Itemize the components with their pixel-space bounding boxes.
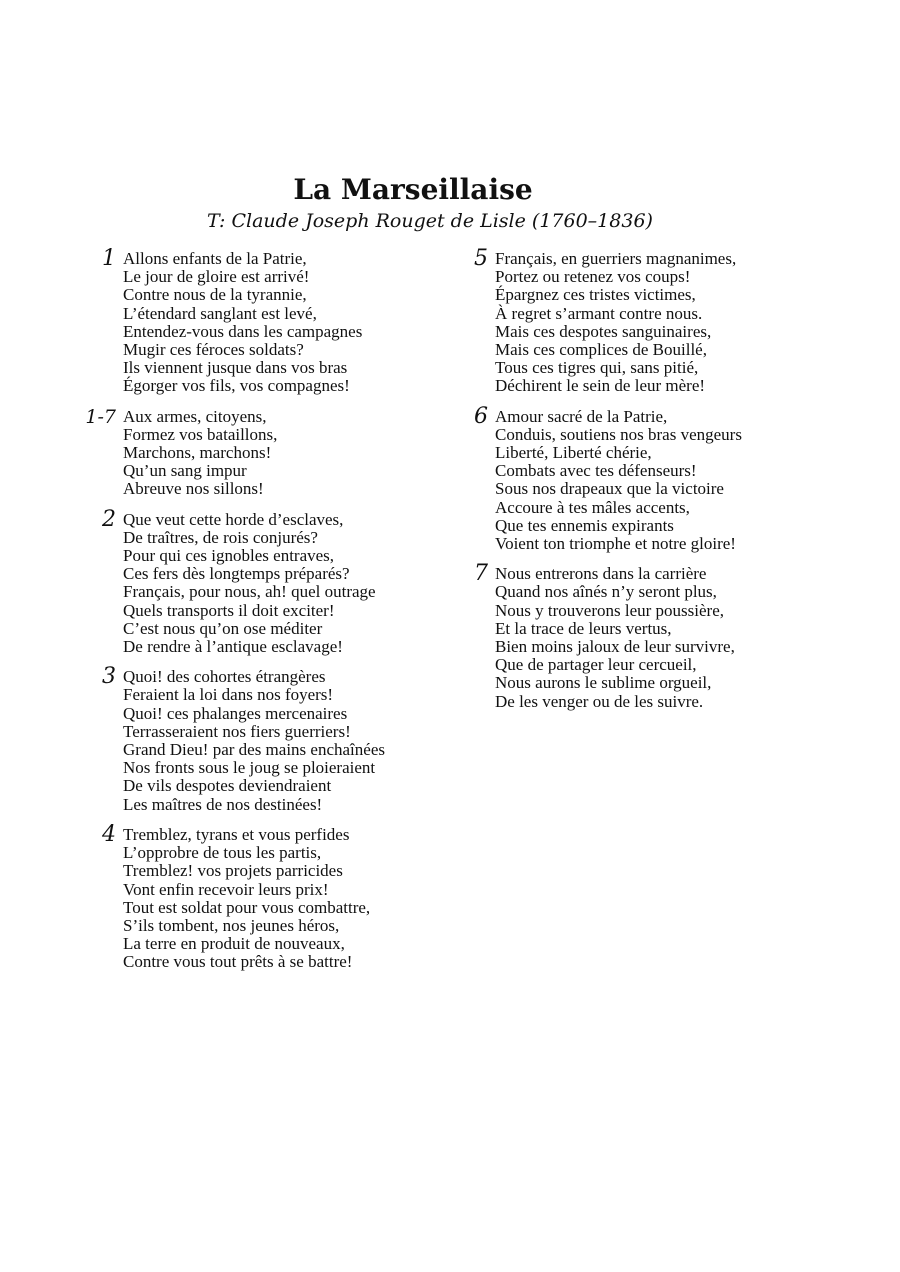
verse-line: Vont enfin recevoir leurs prix! xyxy=(123,879,329,899)
verse-line: Qu’un sang impur xyxy=(123,461,247,481)
verse-line: Déchirent le sein de leur mère! xyxy=(495,376,706,396)
stanza-number: 2 xyxy=(102,506,116,532)
verse-line: Nous y trouverons leur poussière, xyxy=(495,600,724,620)
verse-line: Et la trace de leurs vertus, xyxy=(495,618,672,638)
stanza xyxy=(80,506,460,657)
verse-line: La terre en produit de nouveaux, xyxy=(123,934,345,954)
verse-line: Nos fronts sous le joug se ploieraient xyxy=(123,758,376,778)
verse-line: Formez vos bataillons, xyxy=(123,424,278,444)
stanza-number: 6 xyxy=(474,403,488,429)
verse-line: Allons enfants de la Patrie, xyxy=(123,249,307,268)
verse-line: Entendez-vous dans les campagnes xyxy=(123,321,363,341)
verse-line: Quoi! des cohortes étrangères xyxy=(123,667,326,687)
verse-line: Voient ton triomphe et notre gloire! xyxy=(495,534,736,554)
verse-line: Tous ces tigres qui, sans pitié, xyxy=(495,358,699,378)
verse-line: De les venger ou de les suivre. xyxy=(495,691,704,711)
verse-line: À regret s’armant contre nous. xyxy=(495,303,703,323)
verse-line: Les maîtres de nos destinées! xyxy=(123,794,323,814)
verse-line: Marchons, marchons! xyxy=(123,443,272,463)
verse-line: Quoi! ces phalanges mercenaires xyxy=(123,703,348,723)
verse-line: Que tes ennemis expirants xyxy=(495,515,674,535)
stanza xyxy=(80,246,460,396)
verse-line: L’opprobre de tous les partis, xyxy=(123,843,322,863)
stanza xyxy=(452,561,852,711)
verse-line: C’est nous qu’on ose méditer xyxy=(123,618,323,638)
stanza xyxy=(80,664,460,814)
verse-line: Conduis, soutiens nos bras vengeurs xyxy=(495,424,742,444)
page-title: La Marseillaise xyxy=(293,173,533,206)
verse-line: Que veut cette horde d’esclaves, xyxy=(123,509,344,529)
verse-line: Contre vous tout prêts à se battre! xyxy=(123,952,353,972)
verse-line: Terrasseraient nos fiers guerriers! xyxy=(123,721,351,741)
verse-line: Nous entrerons dans la carrière xyxy=(495,564,707,584)
verse-line: Bien moins jaloux de leur survivre, xyxy=(495,637,735,657)
verse-line: Combats avec tes défenseurs! xyxy=(495,461,697,481)
stanza-number: 4 xyxy=(102,821,116,847)
stanza-number: 1-7 xyxy=(85,405,116,428)
verse-line: Liberté, Liberté chérie, xyxy=(495,443,652,463)
verse-line: De rendre à l’antique esclavage! xyxy=(123,637,343,657)
verse-line: Ils viennent jusque dans vos bras xyxy=(123,358,348,378)
verse-line: De vils despotes deviendraient xyxy=(123,776,332,796)
verse-line: Tremblez, tyrans et vous perfides xyxy=(123,824,350,844)
stanza-number: 3 xyxy=(102,664,116,690)
stanza-number: 1 xyxy=(102,246,116,271)
verse-line: Français, pour nous, ah! quel outrage xyxy=(123,582,376,602)
stanza-number: 7 xyxy=(474,561,488,587)
verse-line: Accoure à tes mâles accents, xyxy=(495,497,690,517)
verse-line: Nous aurons le sublime orgueil, xyxy=(495,673,712,693)
verse-line: Aux armes, citoyens, xyxy=(123,406,267,426)
refrain-stanza xyxy=(80,405,460,499)
verse-line: Mais ces complices de Bouillé, xyxy=(495,340,707,360)
page-subtitle: T: Claude Joseph Rouget de Lisle (1760–1836) xyxy=(207,210,653,232)
verse-line: Amour sacré de la Patrie, xyxy=(495,406,668,426)
stanza xyxy=(452,403,852,554)
verse-line: Sous nos drapeaux que la victoire xyxy=(495,479,724,499)
verse-line: Portez ou retenez vos coups! xyxy=(495,267,691,287)
verse-line: Feraient la loi dans nos foyers! xyxy=(123,685,334,705)
left-column xyxy=(80,246,460,984)
verse-line: Pour qui ces ignobles entraves, xyxy=(123,546,335,566)
verse-line: S’ils tombent, nos jeunes héros, xyxy=(123,915,340,935)
verse-line: Mais ces despotes sanguinaires, xyxy=(495,321,712,341)
verse-line: Français, en guerriers magnanimes, xyxy=(495,249,737,268)
verse-line: Que de partager leur cercueil, xyxy=(495,655,697,675)
verse-line: Épargnez ces tristes victimes, xyxy=(495,285,696,305)
verse-line: Abreuve nos sillons! xyxy=(123,479,264,499)
verse-line: Quand nos aînés n’y seront plus, xyxy=(495,582,717,602)
verse-line: Grand Dieu! par des mains enchaînées xyxy=(123,740,385,760)
verse-line: Ces fers dès longtemps préparés? xyxy=(123,564,350,584)
verse-line: Quels transports il doit exciter! xyxy=(123,600,335,620)
right-column xyxy=(452,246,852,723)
verse-line: Contre nous de la tyrannie, xyxy=(123,285,307,305)
stanza xyxy=(80,821,460,972)
verse-line: L’étendard sanglant est levé, xyxy=(123,303,317,323)
verse-line: Le jour de gloire est arrivé! xyxy=(123,267,310,287)
verse-line: De traîtres, de rois conjurés? xyxy=(123,527,318,547)
verse-line: Tout est soldat pour vous combattre, xyxy=(123,897,371,917)
verse-line: Mugir ces féroces soldats? xyxy=(123,340,304,360)
verse-line: Tremblez! vos projets parricides xyxy=(123,861,343,881)
stanza xyxy=(452,246,852,396)
stanza-number: 5 xyxy=(474,246,488,271)
verse-line: Égorger vos fils, vos compagnes! xyxy=(123,376,350,396)
